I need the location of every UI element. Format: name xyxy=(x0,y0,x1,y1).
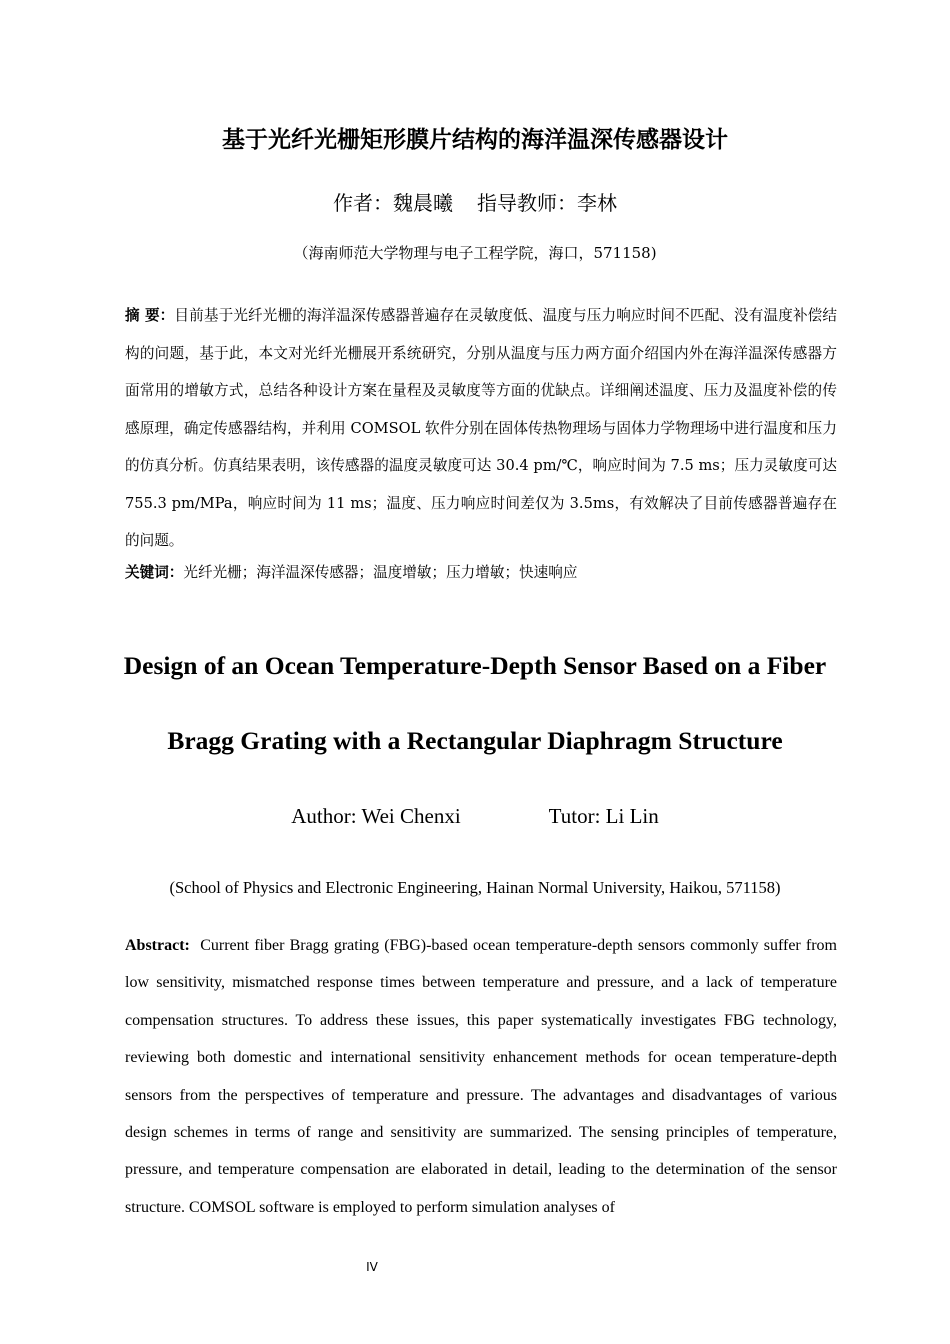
chinese-tutor: 指导教师：李林 xyxy=(477,191,617,215)
chinese-abstract xyxy=(125,297,837,560)
chinese-author-line xyxy=(0,189,950,217)
chinese-keywords-text: 光纤光栅；海洋温深传感器；温度增敏；压力增敏；快速响应 xyxy=(183,564,578,581)
english-author: Author: Wei Chenxi xyxy=(291,804,461,828)
chinese-abstract-label: 摘 要： xyxy=(125,307,175,324)
english-tutor: Tutor: Li Lin xyxy=(548,804,659,828)
english-title: Design of an Ocean Temperature-Depth Sensor Based on a Fiber Bragg Grating with a Rectangular Diaphragm Structure xyxy=(123,651,827,755)
english-abstract-text: Current fiber Bragg grating (FBG)-based ocean temperature-depth sensors commonly suffer from low sensitivity, mismatched response times between temperature and pressure, and a lack of temperature compensation structures. To address these issues, this paper systematically investigates FBG technology, reviewing both domestic and international sensitivity enhancement methods for ocean temperature-depth sensors from the perspectives of temperature and pressure. The advantages and disadvantages of various design schemes in terms of range and sensitivity are summarized. The sensing principles of temperature, pressure, and temperature compensation are elaborated in detail, leading to the determination of the sensor structure. COMSOL software is employed to perform simulation analyses of xyxy=(125,937,837,1216)
chinese-keywords-label: 关键词： xyxy=(125,564,184,581)
chinese-abstract-text: 目前基于光纤光栅的海洋温深传感器普遍存在灵敏度低、温度与压力响应时间不匹配、没有温度补偿结构的问题，基于此，本文对光纤光栅展开系统研究，分别从温度与压力两方面介绍国内外在海洋温深传感器方面常用的增敏方式，总结各种设计方案在量程及灵敏度等方面的优缺点。详细阐述温度、压力及温度补偿的传感原理，确定传感器结构，并利用 COMSOL 软件分别在固体传热物理场与固体力学物理场中进行温度和压力的仿真分析。仿真结果表明，该传感器的温度灵敏度可达 30.4 pm/℃，响应时间为 7.5 ms；压力灵敏度可达 755.3 pm/MPa，响应时间为 11 ms；温度、压力响应时间差仅为 3.5ms，有效解决了目前传感器普遍存在的问题。 xyxy=(125,307,837,549)
chinese-title: 基于光纤光栅矩形膜片结构的海洋温深传感器设计 xyxy=(222,127,728,153)
english-abstract-label: Abstract: xyxy=(125,937,190,954)
chinese-author: 作者：魏晨曦 xyxy=(333,191,453,215)
chinese-keywords xyxy=(125,556,837,590)
english-abstract xyxy=(125,927,837,1226)
chinese-affiliation: （海南师范大学物理与电子工程学院，海口，571158) xyxy=(293,244,657,262)
english-author-line xyxy=(0,800,950,832)
english-affiliation: (School of Physics and Electronic Engineering, Hainan Normal University, Haikou, 571158) xyxy=(169,878,781,897)
page-number: IV xyxy=(366,1260,378,1274)
